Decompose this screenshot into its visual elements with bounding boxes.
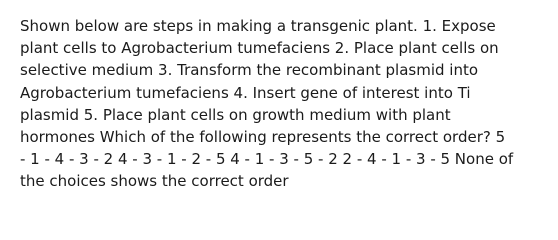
question-text: [20, 15, 550, 193]
question-line: Agrobacterium tumefaciens 4. Insert gene of interest into Ti: [20, 83, 471, 102]
answer-choices-line: the choices shows the correct order: [20, 172, 289, 191]
answer-choices-line: - 1 - 4 - 3 - 2 4 - 3 - 1 - 2 - 5 4 - 1 - 3 - 5 - 2 2 - 4 - 1 - 3 - 5 None of: [20, 150, 514, 169]
question-line: plant cells to Agrobacterium tumefaciens 2. Place plant cells on: [20, 39, 499, 58]
question-line: hormones Which of the following represents the correct order? 5: [20, 128, 506, 147]
question-line: Shown below are steps in making a transgenic plant. 1. Expose: [20, 17, 496, 35]
question-line: selective medium 3. Transform the recombinant plasmid into: [20, 61, 479, 80]
question-line: plasmid 5. Place plant cells on growth medium with plant: [20, 105, 451, 124]
